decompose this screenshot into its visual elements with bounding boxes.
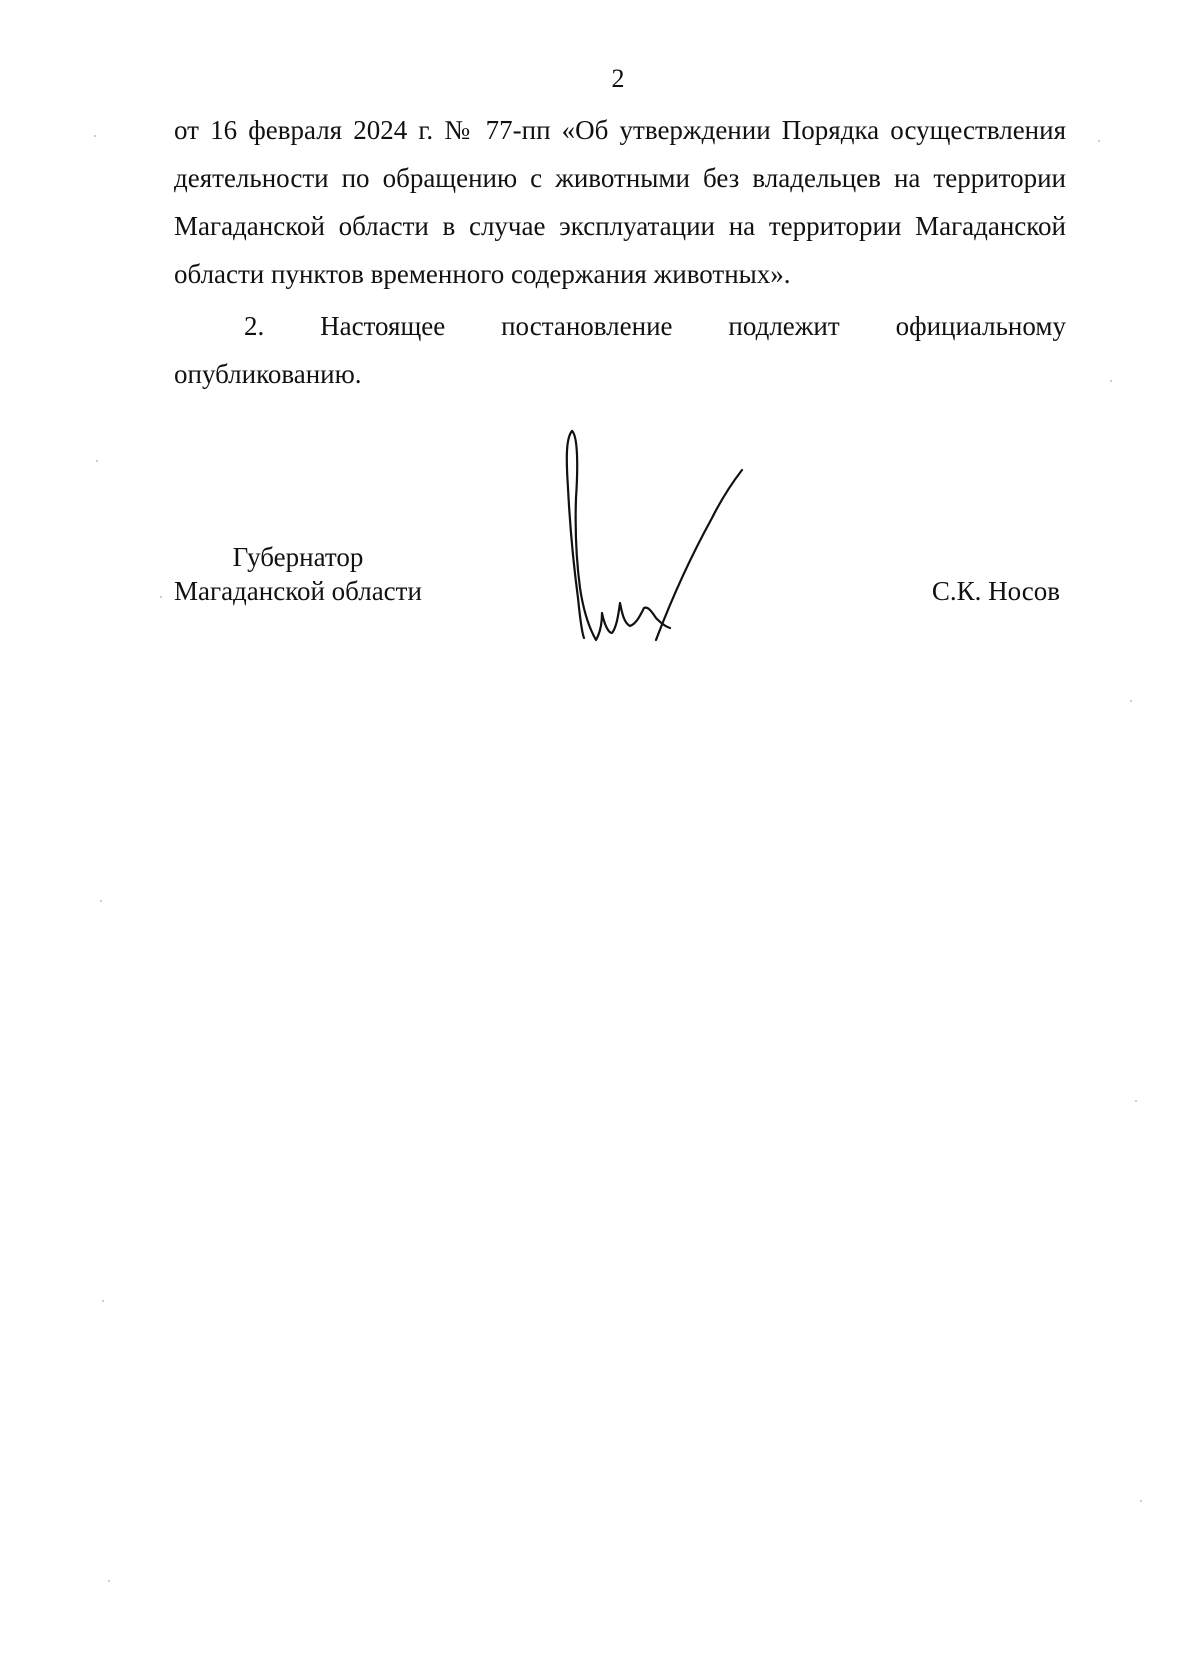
paragraph-publication <box>174 302 1066 398</box>
scan-speck <box>108 1580 110 1582</box>
word: Настоящее <box>320 311 446 341</box>
word: подлежит <box>728 311 840 341</box>
scan-speck <box>94 135 96 137</box>
position-region: Магаданской области <box>174 576 422 606</box>
paragraph-line <box>174 302 1066 350</box>
item-number: 2. <box>244 311 265 341</box>
scan-speck <box>160 596 162 598</box>
scan-speck <box>1130 700 1132 702</box>
handwritten-signature-icon <box>560 428 770 658</box>
scan-speck <box>1140 1500 1142 1502</box>
signatory-name: С.К. Носов <box>931 576 1060 606</box>
scan-speck <box>1098 140 1100 142</box>
position-title: Губернатор <box>232 542 364 572</box>
scan-speck <box>96 460 98 462</box>
signatory-position <box>174 540 422 608</box>
paragraph-line: опубликованию. <box>174 359 362 389</box>
word: постановление <box>501 311 673 341</box>
scan-speck <box>100 900 102 902</box>
scan-speck <box>1110 380 1112 382</box>
word: официальному <box>895 311 1066 341</box>
page-number: 2 <box>611 64 625 93</box>
paragraph-continuation: от 16 февраля 2024 г. № 77-пп «Об утверждении Порядка осуществления деятельности по обращению с животными без владельцев на территории Магаданской области в случае эксплуатации на территории Магаданской области пунктов временного содержания животных». <box>174 115 1066 289</box>
scan-speck <box>102 1300 104 1302</box>
scan-speck <box>1135 1100 1137 1102</box>
